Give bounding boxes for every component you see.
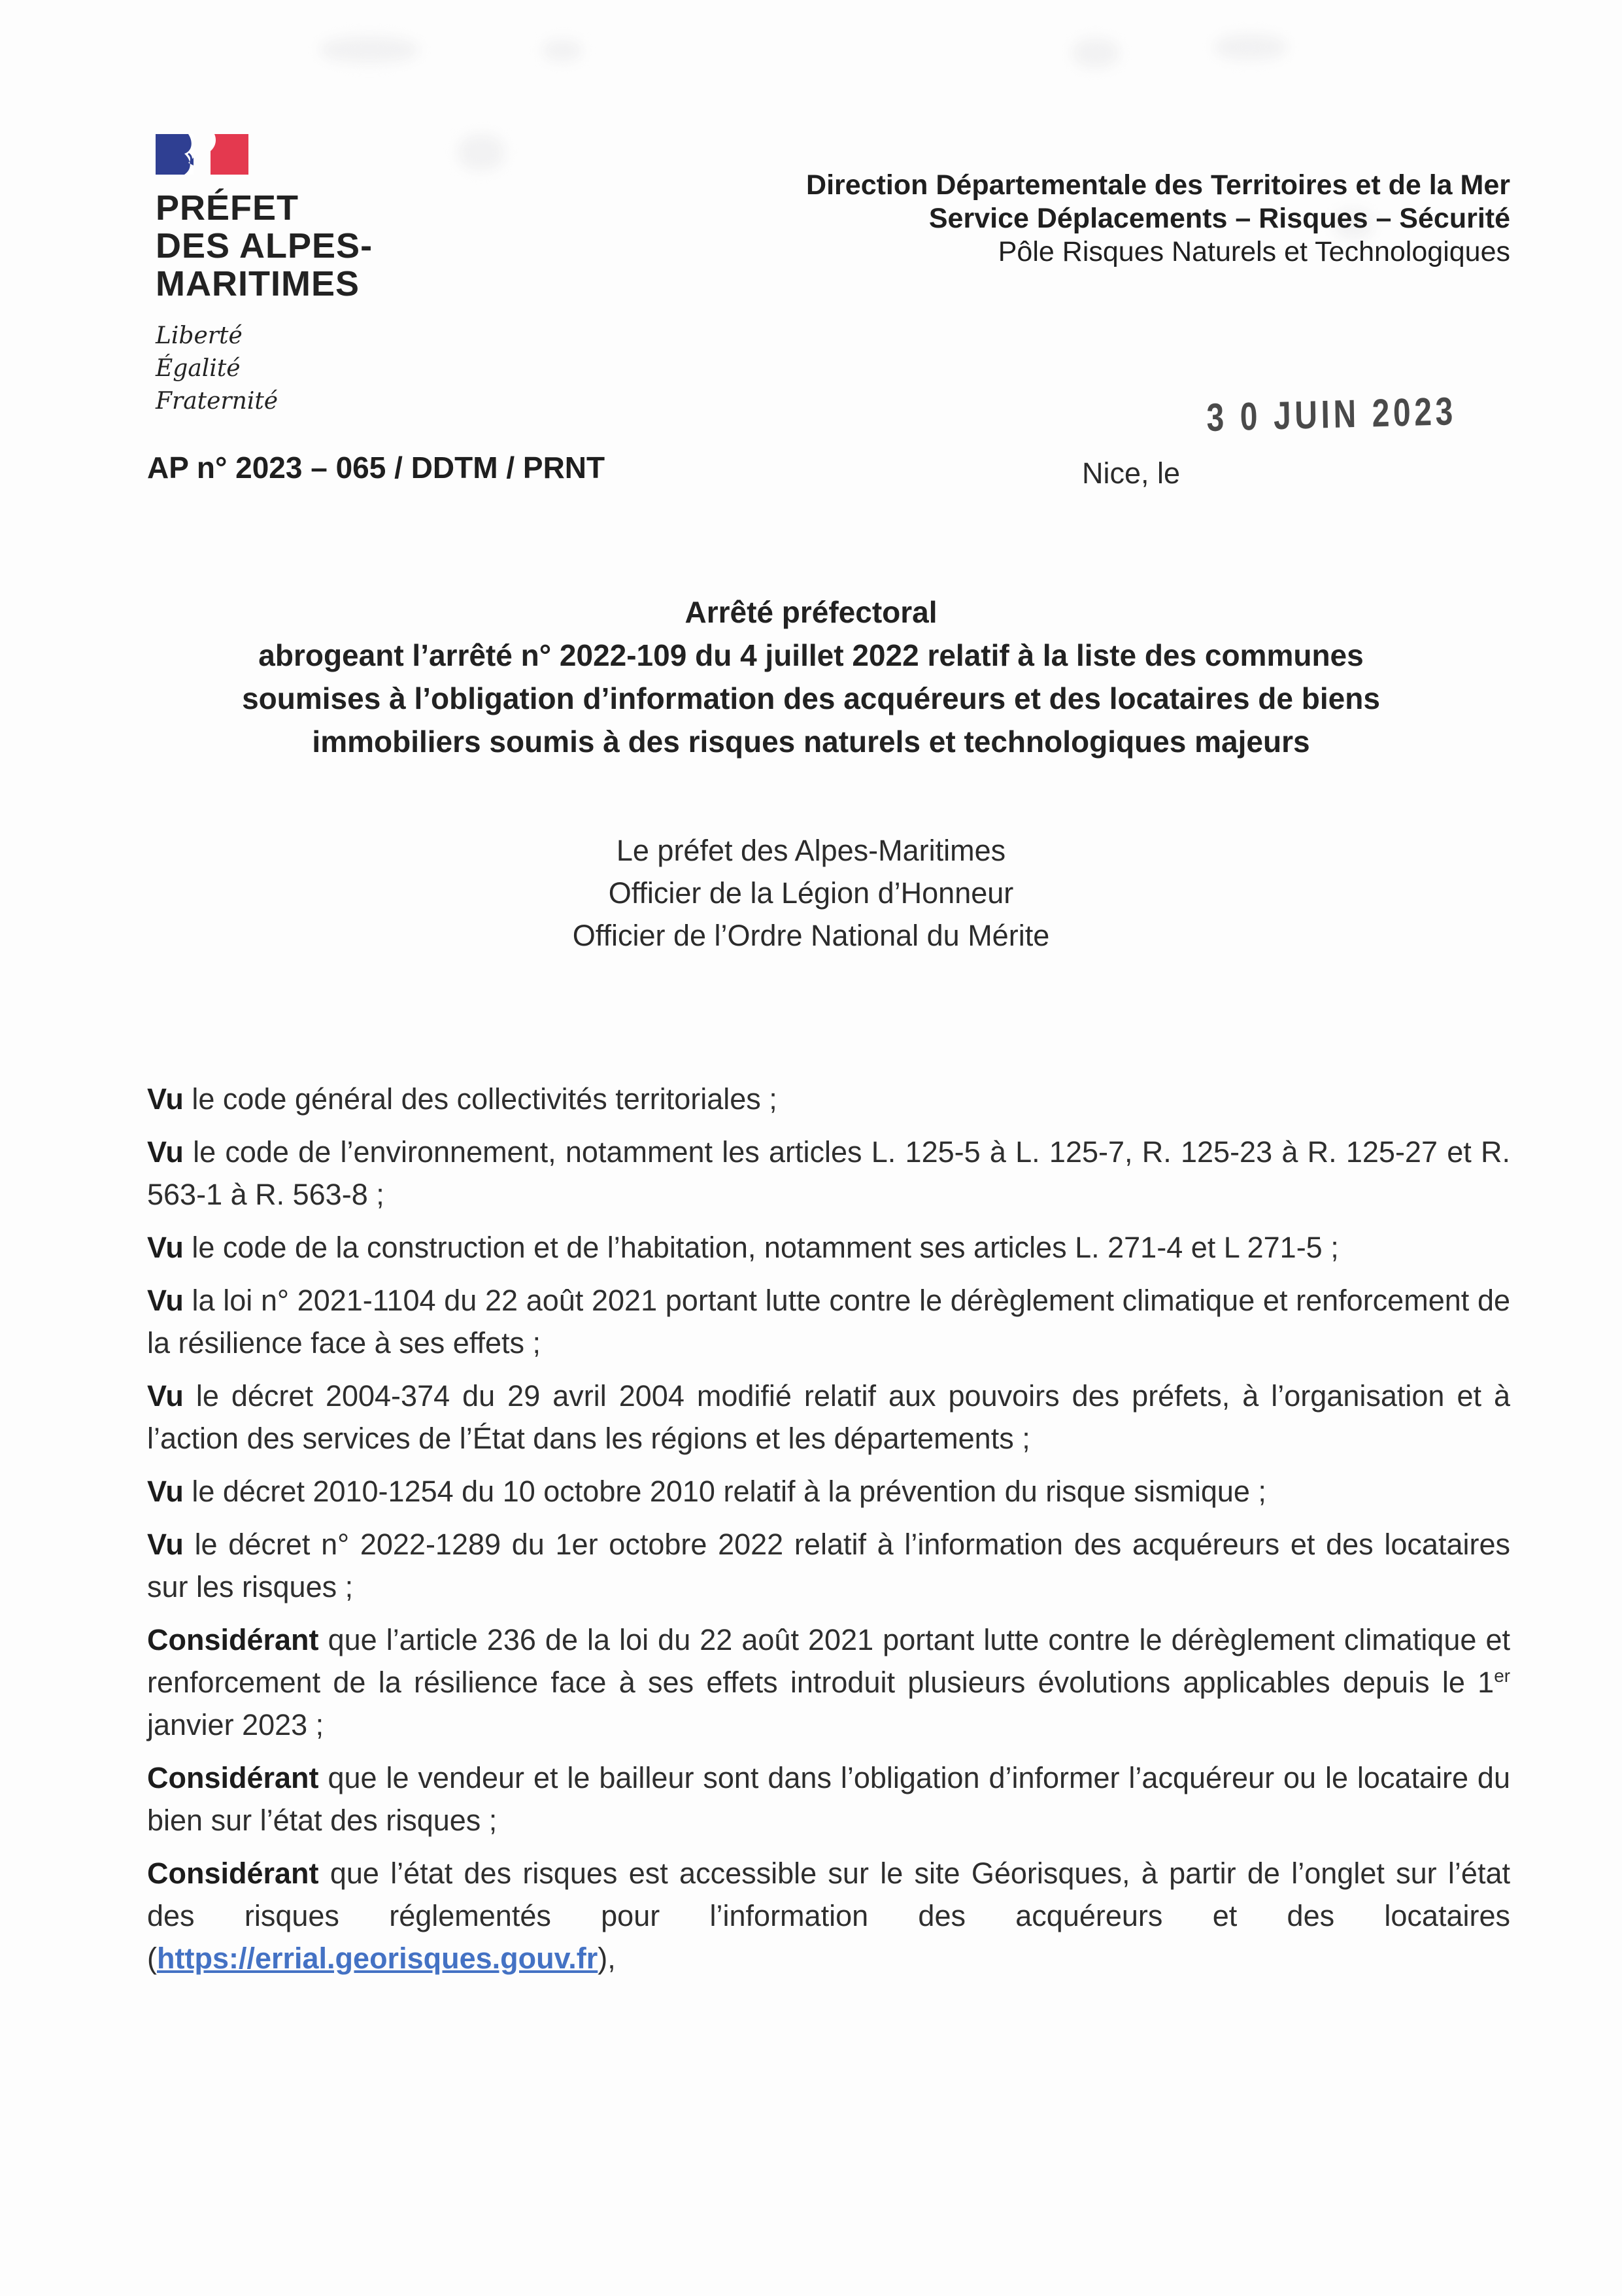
- recital-lead: Vu: [147, 1284, 184, 1317]
- decree-reference-number: AP n° 2023 – 065 / DDTM / PRNT: [147, 451, 605, 485]
- recital-vu-7: Vu le décret n° 2022-1289 du 1er octobre 2022 relatif à l’information des acquéreurs et des locataires sur les risques ;: [147, 1528, 1510, 1603]
- issuer-block: [0, 829, 1622, 957]
- georisques-link[interactable]: https://errial.georisques.gouv.fr: [157, 1942, 598, 1975]
- place-date-label: Nice, le: [1082, 456, 1181, 490]
- issuer-prefet: Le préfet des Alpes-Maritimes: [616, 834, 1006, 867]
- recital-lead: Vu: [147, 1231, 184, 1264]
- recital-considerant-1: Considérant que l’article 236 de la loi du 22 août 2021 portant lutte contre le dérèglement climatique et renforcement de la résilience face à ses effets introduit plusieurs évolutions applicables depuis le 1er janvier 2023 ;: [147, 1623, 1510, 1741]
- scan-artifact: [1072, 38, 1119, 68]
- decree-title-line-4: immobiliers soumis à des risques naturels et technologiques majeurs: [312, 725, 1310, 759]
- recital-vu-1: Vu le code général des collectivités territoriales ;: [147, 1082, 777, 1116]
- recital-lead: Considérant: [147, 1857, 319, 1890]
- recital-vu-4: Vu la loi n° 2021-1104 du 22 août 2021 portant lutte contre le dérèglement climatique et renforcement de la résilience face à ses effets ;: [147, 1284, 1510, 1360]
- recital-vu-3: Vu le code de la construction et de l’habitation, notamment ses articles L. 271-4 et L 271-5 ;: [147, 1231, 1339, 1264]
- recital-lead: Vu: [147, 1528, 184, 1561]
- decree-title-line-2: abrogeant l’arrêté n° 2022-109 du 4 juillet 2022 relatif à la liste des communes: [258, 638, 1364, 672]
- republic-motto: [156, 320, 430, 418]
- scan-artifact: [458, 134, 505, 171]
- decree-title: [78, 591, 1544, 763]
- scan-artifact: [543, 39, 582, 61]
- ordinal-superscript: er: [1494, 1666, 1510, 1686]
- letterhead-direction: Direction Départementale des Territoires et de la Mer: [806, 169, 1510, 201]
- recital-lead: Vu: [147, 1475, 184, 1508]
- recital-lead: Vu: [147, 1379, 184, 1413]
- recital-considerant-2: Considérant que le vendeur et le bailleur sont dans l’obligation d’informer l’acquéreur ou le locataire du bien sur l’état des risques ;: [147, 1761, 1510, 1837]
- letterhead-pole: Pôle Risques Naturels et Technologiques: [998, 236, 1510, 267]
- recital-lead: Vu: [147, 1082, 184, 1116]
- scan-artifact: [1215, 34, 1287, 60]
- motto-liberte: Liberté: [156, 322, 243, 349]
- prefet-name: [156, 189, 430, 303]
- date-stamp: 3 0 JUIN 2023: [1206, 388, 1457, 439]
- republique-francaise-logo: [156, 134, 430, 418]
- recital-vu-6: Vu le décret 2010-1254 du 10 octobre 2010 relatif à la prévention du risque sismique ;: [147, 1475, 1266, 1508]
- letterhead-service: Service Déplacements – Risques – Sécurité: [928, 203, 1510, 234]
- recital-vu-2: Vu le code de l’environnement, notamment les articles L. 125-5 à L. 125-7, R. 125-23 à R. 125-27 et R. 563-1 à R. 563-8 ;: [147, 1135, 1510, 1211]
- prefet-name-line: PRÉFET: [156, 188, 299, 228]
- recital-lead: Vu: [147, 1135, 184, 1169]
- recitals-body: [147, 1078, 1510, 1990]
- letterhead-service-block: [806, 169, 1510, 269]
- prefet-name-line: DES ALPES-: [156, 226, 373, 266]
- motto-egalite: Égalité: [156, 355, 241, 382]
- decree-title-line-3: soumises à l’obligation d’information des acquéreurs et des locataires de biens: [242, 681, 1380, 715]
- recital-lead: Considérant: [147, 1761, 319, 1794]
- scan-artifact: [320, 36, 418, 63]
- issuer-ordre-merite: Officier de l’Ordre National du Mérite: [572, 919, 1050, 952]
- recital-lead: Considérant: [147, 1623, 319, 1656]
- motto-fraternite: Fraternité: [156, 388, 279, 415]
- decree-title-line-1: Arrêté préfectoral: [684, 595, 938, 629]
- recital-considerant-3: Considérant que l’état des risques est accessible sur le site Géorisques, à partir de l’onglet sur l’état des risques réglementés pour l’information des acquéreurs et des locataires (https://errial.georisques.gouv.fr),: [147, 1857, 1510, 1975]
- french-flag-marianne-icon: [156, 134, 248, 175]
- recital-vu-5: Vu le décret 2004-374 du 29 avril 2004 modifié relatif aux pouvoirs des préfets, à l’organisation et à l’action des services de l’État dans les régions et les départements ;: [147, 1379, 1510, 1455]
- issuer-legion-honneur: Officier de la Légion d’Honneur: [608, 876, 1014, 910]
- prefet-name-line: MARITIMES: [156, 264, 360, 303]
